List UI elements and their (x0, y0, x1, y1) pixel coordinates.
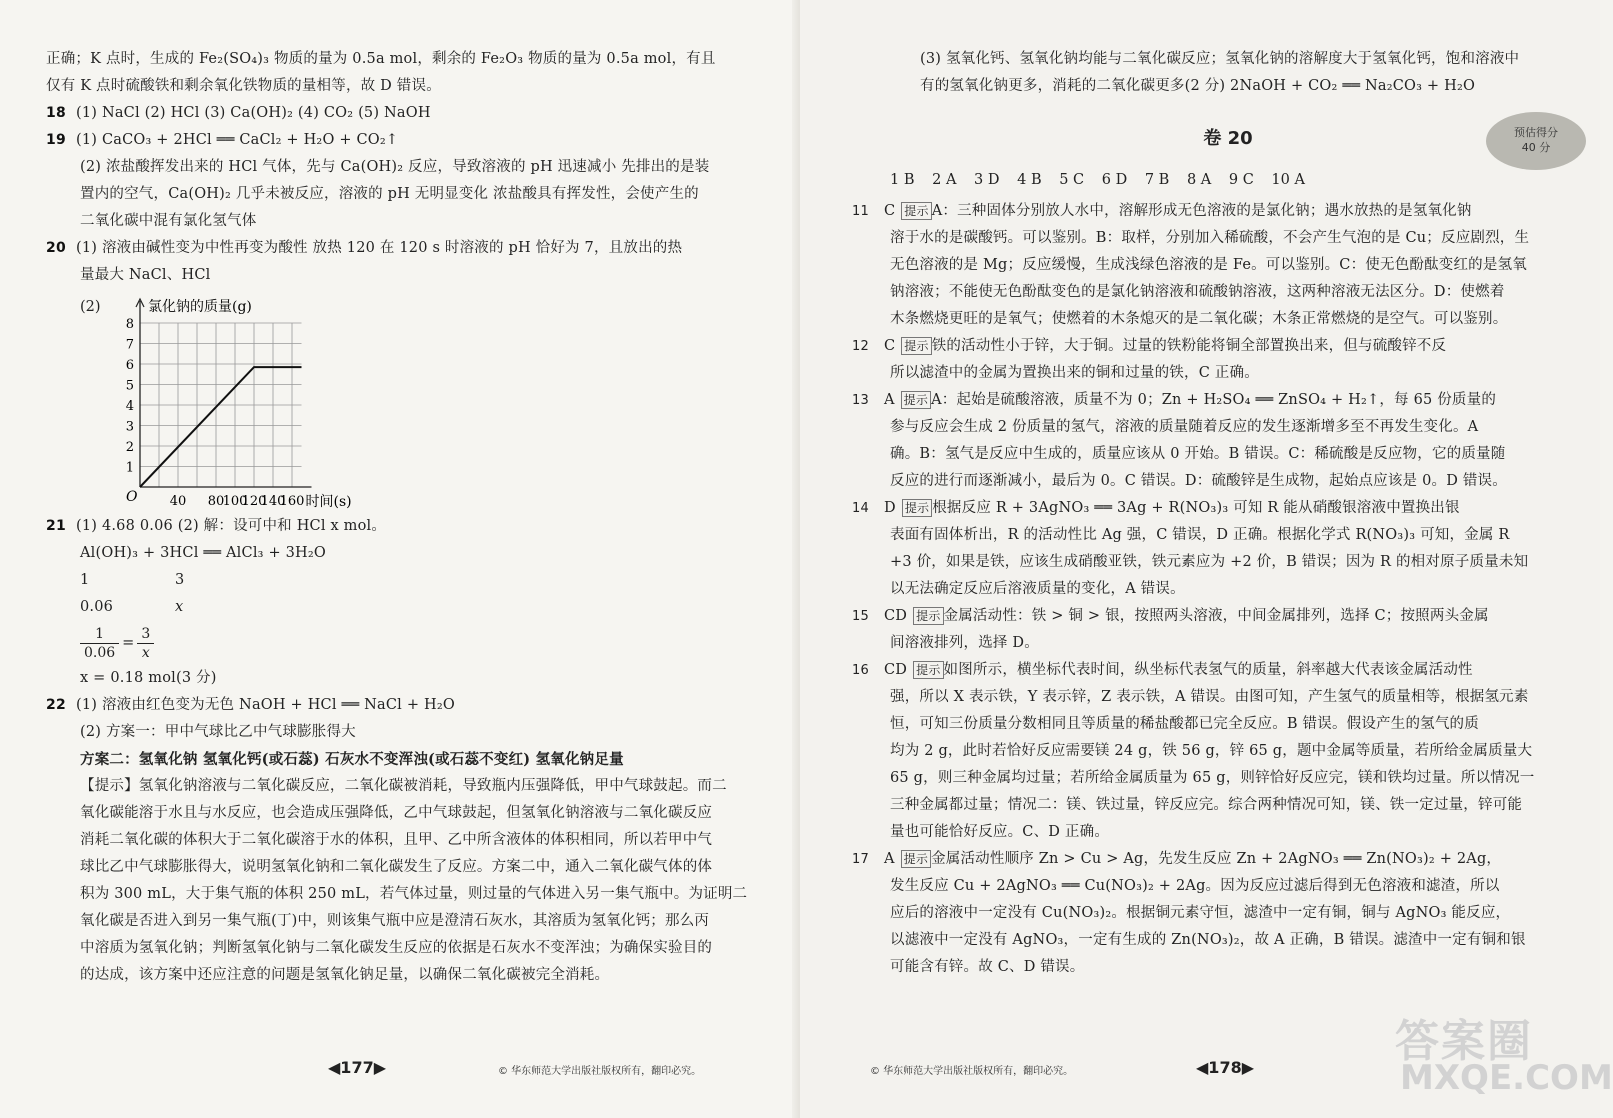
text-line: 置内的空气，Ca(OH)₂ 几乎未被反应，溶液的 pH 无明显变化 浓盐酸具有挥发性，会使产生的 (80, 186, 699, 202)
question-number: 17 (852, 852, 869, 867)
text-line: +3 价，如果是铁，应该生成硝酸亚铁，铁元素应为 +2 价，B 错误；因为 R 的相对原子质量未知 (890, 554, 1529, 570)
copyright-footer-right: © 华东师范大学出版社版权所有，翻印必究。 (870, 1066, 1074, 1077)
question-17 (852, 846, 1566, 873)
answer-text: (1) 溶液由红色变为无色 NaOH + HCl ══ NaCl + H₂O (76, 697, 455, 713)
x-tick-label: 80 (207, 494, 225, 509)
hint-text: 金属活动性顺序 Zn > Cu > Ag，先发生反应 Zn + 2AgNO₃ ══ Zn(NO₃)₂ + 2Ag， (931, 851, 1502, 867)
question-number: 13 (852, 393, 869, 408)
choice-answer: 5 C (1059, 172, 1085, 188)
y-tick-label: 2 (125, 440, 134, 455)
text-line: 所以滤渣中的金属为置换出来的铜和过量的铁，C 正确。 (890, 365, 1259, 381)
text-line: 氧化碳能溶于水且与水反应，也会造成压强降低，乙中气球鼓起，但氢氧化钠溶液与二氧化碳反应 (80, 805, 713, 821)
answer-letter: C (884, 203, 896, 219)
y-tick-label: 6 (125, 358, 134, 373)
choice-answer: 1 B (890, 172, 915, 188)
hint-tag: 提示 (913, 607, 943, 625)
text-line: 中溶质为氢氧化钠；判断氢氧化钠与二氧化碳发生反应的依据是石灰水不变浑浊；为确保实验目的 (80, 940, 713, 956)
fraction-numerator: 3 (137, 625, 154, 644)
text-line: 消耗二氧化碳的体积大于二氧化碳溶于水的体积，且甲、乙中所含液体的体积相同，所以若甲中气 (80, 832, 713, 848)
y-tick-label: 7 (125, 337, 134, 353)
nacl-mass-chart (122, 291, 422, 513)
origin-label: O (126, 489, 138, 505)
page-number-left: ◀177▶ (328, 1058, 387, 1077)
question-20 (46, 235, 760, 262)
text-line: (2) 浓盐酸挥发出来的 HCl 气体，先与 Ca(OH)₂ 反应，导致溶液的 pH 迅速减小 先排出的是装 (80, 159, 710, 175)
hint-text: A：三种固体分别放人水中，溶解形成无色溶液的是氯化钠；遇水放热的是氢氧化钠 (931, 203, 1472, 219)
text-line: 可能含有锌。故 C、D 错误。 (890, 959, 1085, 975)
text-line: (2) 方案一：甲中气球比乙中气球膨胀得大 (80, 724, 356, 740)
x-tick-label: 140 (260, 494, 286, 509)
answer-text: (1) NaCl (2) HCl (3) Ca(OH)₂ (4) CO₂ (5) NaOH (76, 105, 431, 121)
question-number: 20 (46, 240, 66, 256)
x-axis-label: 时间(s) (305, 494, 352, 510)
question-number: 19 (46, 132, 66, 148)
question-number: 16 (852, 663, 869, 678)
hint-text: 金属活动性：铁 > 铜 > 银，按照两头溶液，中间金属排列，选择 C；按照两头金属 (943, 608, 1489, 624)
question-number: 11 (852, 204, 869, 219)
text-line: 间溶液排列，选择 D。 (890, 635, 1039, 651)
text-line: 正确；K 点时，生成的 Fe₂(SO₄)₃ 物质的量为 0.5a mol，剩余的 Fe₂O₃ 物质的量为 0.5a mol，有且 (46, 51, 716, 67)
text-line: 以无法确定反应后溶液质量的变化，A 错误。 (890, 581, 1185, 597)
text-line: 球比乙中气球膨胀得大，说明氢氧化钠和二氧化碳发生了反应。方案二中，通入二氧化碳气体的体 (80, 859, 713, 875)
choice-answer: 2 A (932, 172, 957, 188)
fraction (137, 625, 154, 662)
text-line: 木条燃烧更旺的是氧气；使燃着的木条熄灭的是二氧化碳；木条正常燃烧的是空气。可以鉴别。 (890, 311, 1508, 327)
watermark-logo: 答案圈 (1395, 1016, 1533, 1067)
text-line: 发生反应 Cu + 2AgNO₃ ══ Cu(NO₃)₂ + 2Ag。因为反应过滤后得到无色溶液和滤渣，所以 (890, 878, 1500, 894)
watermark-url: MXQE.COM (1400, 1058, 1613, 1098)
text-line: 三种金属都过量；情况二：镁、铁过量，锌反应完。综合两种情况可知，镁、铁一定过量，锌可能 (890, 797, 1523, 813)
result-line: x = 0.18 mol(3 分) (80, 670, 217, 686)
question-15 (852, 603, 1566, 630)
choice-answer: 3 D (974, 172, 1000, 188)
ratio-value: x (175, 599, 184, 615)
answer-letter: D (884, 500, 896, 516)
text-line: 表面有固体析出，R 的活动性比 Ag 强，C 错误，D 正确。根据化学式 R(NO₃)₃ 可知，金属 R (890, 527, 1510, 543)
hint-tag: 提示 (902, 499, 932, 517)
fraction-denominator: x (141, 644, 150, 661)
right-questions (852, 198, 1566, 981)
question-number: 18 (46, 105, 66, 121)
ratio-value: 0.06 (80, 599, 114, 615)
y-tick-label: 8 (125, 317, 134, 332)
hint-text: A：起始是硫酸溶液，质量不为 0；Zn + H₂SO₄ ══ ZnSO₄ + H₂↑，每 65 份质量的 (931, 392, 1497, 408)
answer-text: (1) 溶液由碱性变为中性再变为酸性 放热 120 在 120 s 时溶液的 pH 恰好为 7，且放出的热 (76, 240, 683, 256)
choice-answer: 9 C (1228, 172, 1254, 188)
text-line: 有的氢氧化钠更多，消耗的二氧化碳更多(2 分) 2NaOH + CO₂ ══ Na₂CO₃ + H₂O (920, 78, 1476, 94)
question-22 (46, 692, 760, 719)
text-line: 参与反应会生成 2 份质量的氢气，溶液的质量随着反应的发生逐渐增多至不再发生变化。A (890, 419, 1479, 435)
hint-tag: 提示 (901, 850, 931, 868)
ratio-value: 3 (175, 572, 185, 588)
hint-tag: 提示 (901, 337, 931, 355)
y-axis-label: 氯化钠的质量(g) (148, 299, 252, 315)
text-line: 无色溶液的是 Mg；反应缓慢，生成浅绿色溶液的是 Fe。可以鉴别。C：使无色酚酞变红的是氢氧 (890, 257, 1527, 273)
equation: Al(OH)₃ + 3HCl ══ AlCl₃ + 3H₂O (80, 545, 327, 561)
x-tick-label: 40 (169, 494, 187, 509)
answer-letter: CD (884, 662, 908, 678)
text-line: 强，所以 X 表示铁，Y 表示锌，Z 表示铁，A 错误。由图可知，产生氢气的质量相等，根据氢元素 (890, 689, 1529, 705)
question-19 (46, 127, 760, 154)
x-tick-label: 120 (241, 494, 267, 509)
answer-letter: CD (884, 608, 908, 624)
text-line: 的达成，该方案中还应注意的问题是氢氧化钠足量，以确保二氧化碳被完全消耗。 (80, 967, 610, 983)
question-number: 15 (852, 609, 869, 624)
choice-answer: 6 D (1101, 172, 1128, 188)
series-line (140, 367, 302, 487)
text-line: 二氧化碳中混有氯化氢气体 (80, 213, 257, 229)
fraction-numerator: 1 (80, 625, 119, 644)
hint-tag: 提示 (901, 391, 931, 409)
answer-letter: A (884, 392, 895, 408)
text-line: 氧化碳是否进入到另一集气瓶(丁)中，则该集气瓶中应是澄清石灰水，其溶质为氢氧化钙；那么丙 (80, 913, 710, 929)
x-tick-label: 160 (279, 494, 305, 509)
text-line: 恒，可知三份质量分数相同且等质量的稀盐酸都已完全反应。B 错误。假设产生的氢气的质 (890, 716, 1479, 732)
question-number: 22 (46, 697, 66, 713)
text-line: 仅有 K 点时硫酸铁和剩余氧化铁物质的量相等，故 D 错误。 (46, 78, 441, 94)
question-18 (46, 100, 760, 127)
badge-score: 40 分 (1521, 141, 1551, 154)
copyright-footer-left: © 华东师范大学出版社版权所有，翻印必究。 (498, 1066, 702, 1077)
equals-sign: = (122, 635, 135, 651)
x-tick-label: 100 (222, 494, 248, 509)
hint-text: 如图所示，横坐标代表时间，纵坐标代表氢气的质量，斜率越大代表该金属活动性 (943, 662, 1473, 678)
hint-tag: 提示 (913, 661, 943, 679)
estimated-score-badge (1486, 112, 1586, 170)
text-line: 反应的进行而逐渐减小，最后为 0。C 错误。D：硫酸锌是生成物，起始点应该是 0。D 错误。 (890, 473, 1507, 489)
text-line: 确。B：氢气是反应中生成的，质量应该从 0 开始。B 错误。C：稀硫酸是反应物，它的质量随 (890, 446, 1506, 462)
question-16 (852, 657, 1566, 684)
text-line: 应后的溶液中一定没有 Cu(NO₃)₂。根据铜元素守恒，滤渣中一定有铜，铜与 AgNO₃ 能反应， (890, 905, 1511, 921)
choice-answer: 4 B (1017, 172, 1042, 188)
text-line: 以滤液中一定没有 AgNO₃，一定有生成的 Zn(NO₃)₂，故 A 正确，B 错误。滤渣中一定有铜和银 (890, 932, 1526, 948)
answer-letter: C (884, 338, 896, 354)
page-number-right: ◀178▶ (1196, 1058, 1255, 1077)
chart-area (46, 291, 760, 513)
question-number: 21 (46, 518, 66, 534)
choice-answers-row (890, 166, 1566, 194)
y-tick-label: 5 (125, 378, 134, 394)
right-page (800, 0, 1600, 1118)
fraction-denominator: 0.06 (84, 644, 116, 661)
text-line: 量最大 NaCl、HCl (80, 267, 211, 283)
y-tick-label: 1 (125, 460, 134, 476)
answer-letter: A (884, 851, 895, 867)
hint-text: 铁的活动性小于锌，大于铜。过量的铁粉能将铜全部置换出来，但与硫酸锌不反 (931, 338, 1447, 354)
hint-text: 根据反应 R + 3AgNO₃ ══ 3Ag + R(NO₃)₃ 可知 R 能从硝酸银溶液中置换出银 (932, 500, 1460, 516)
badge-label: 预估得分 (1514, 126, 1558, 139)
question-number: 14 (852, 501, 869, 516)
question-number: 12 (852, 339, 869, 354)
text-line: 积为 300 mL，大于集气瓶的体积 250 mL，若气体过量，则过量的气体进入另一集气瓶中。为证明二 (80, 886, 748, 902)
question-14 (852, 495, 1566, 522)
text-line: 均为 2 g，此时若恰好反应需要镁 24 g，铁 56 g，锌 65 g，题中金属等质量，若所给金属质量大 (890, 743, 1533, 759)
answer-text: (1) CaCO₃ + 2HCl ══ CaCl₂ + H₂O + CO₂↑ (76, 132, 399, 148)
answer-text: (1) 4.68 0.06 (2) 解：设可中和 HCl x mol。 (76, 518, 387, 534)
choice-answer: 7 B (1144, 172, 1170, 188)
text-line: 钠溶液；不能使无色酚酞变色的是氯化钠溶液和硫酸钠溶液，这两种溶液无法区分。D：使燃着 (890, 284, 1505, 300)
text-line: 量也可能恰好反应。C、D 正确。 (890, 824, 1110, 840)
ratio-row (46, 567, 760, 594)
question-11 (852, 198, 1566, 225)
question-21 (46, 513, 760, 540)
paper-title: 卷 20 (1203, 128, 1253, 149)
ratio-row (46, 594, 760, 621)
question-13 (852, 387, 1566, 414)
question-12 (852, 333, 1566, 360)
proportion-equation (46, 621, 760, 665)
y-tick-label: 3 (125, 419, 134, 435)
text-line: (3) 氢氧化钙、氢氧化钠均能与二氧化碳反应；氢氧化钠的溶解度大于氢氧化钙，饱和溶液中 (920, 51, 1520, 67)
choice-answer: 10 A (1271, 172, 1305, 188)
choice-answer: 8 A (1186, 172, 1212, 188)
ratio-value: 1 (80, 572, 90, 588)
text-line: 溶于水的是碳酸钙。可以鉴别。B：取样，分别加入稀硫酸，不会产生气泡的是 Cu；反应剧烈，生 (890, 230, 1530, 246)
chart-subquestion-label: (2) (80, 299, 101, 315)
y-tick-label: 4 (125, 399, 134, 414)
text-line: 方案二：氢氧化钠 氢氧化钙(或石蕊) 石灰水不变浑浊(或石蕊不变红) 氢氧化钠足量 (80, 751, 624, 768)
fraction (80, 625, 119, 662)
hint-tag: 提示 (901, 202, 931, 220)
text-line: 65 g，则三种金属均过量；若所给金属质量为 65 g，则锌恰好反应完，镁和铁均过量。所以情况一 (890, 770, 1535, 786)
left-page (0, 0, 800, 1118)
text-line: 【提示】氢氧化钠溶液与二氧化碳反应，二氧化碳被消耗，导致瓶内压强降低，甲中气球鼓起。而二 (80, 778, 727, 794)
